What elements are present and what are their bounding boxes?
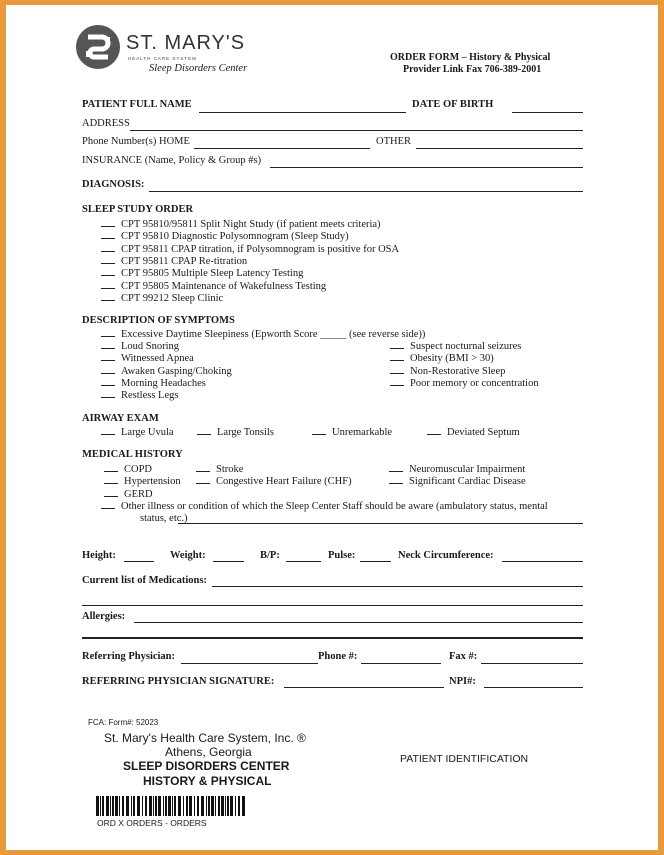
- signature-field[interactable]: [284, 687, 444, 688]
- checkbox-blank[interactable]: [101, 279, 115, 289]
- barcode-bar: [96, 796, 99, 816]
- barcode-bar: [155, 796, 157, 816]
- referring-physician-field[interactable]: [181, 663, 318, 664]
- barcode-bar: [122, 796, 124, 816]
- barcode-bar: [221, 796, 224, 816]
- checkbox-blank[interactable]: [390, 339, 404, 349]
- barcode-bar: [225, 796, 226, 816]
- checkbox-blank[interactable]: [390, 351, 404, 361]
- symptom-item[interactable]: Restless Legs: [101, 388, 178, 401]
- diagnosis-label: DIAGNOSIS:: [82, 179, 145, 190]
- st-marys-logo-icon: [74, 23, 122, 71]
- footer-city: Athens, Georgia: [165, 745, 252, 759]
- checkbox-blank[interactable]: [101, 339, 115, 349]
- other-condition-item[interactable]: Other illness or condition of which the Sleep Center Staff should be aware (ambulatory status, mental: [101, 499, 548, 512]
- barcode-bar: [174, 796, 176, 816]
- checkbox-blank[interactable]: [101, 229, 115, 239]
- sleep-study-item[interactable]: CPT 95810/95811 Split Night Study (if patient meets criteria): [101, 217, 381, 230]
- height-field[interactable]: [124, 561, 154, 562]
- barcode-bar: [112, 796, 114, 816]
- checkbox-blank[interactable]: [101, 388, 115, 398]
- neck-field[interactable]: [502, 561, 583, 562]
- provider-fax: Provider Link Fax 706-389-2001: [403, 64, 542, 75]
- barcode-bar: [208, 796, 210, 816]
- barcode-bar: [242, 796, 245, 816]
- barcode-bar: [106, 796, 109, 816]
- barcode-bar: [172, 796, 173, 816]
- sleep-study-item[interactable]: CPT 95810 Diagnostic Polysomnogram (Sleep Study): [101, 229, 349, 242]
- barcode-text: ORD X ORDERS - ORDERS: [97, 818, 207, 828]
- checkbox-blank[interactable]: [312, 425, 326, 435]
- checkbox-blank[interactable]: [101, 291, 115, 301]
- brand-name: ST. MARY'S: [126, 32, 246, 54]
- weight-field[interactable]: [213, 561, 244, 562]
- barcode-bar: [145, 796, 147, 816]
- other-condition-field[interactable]: [178, 523, 583, 524]
- airway-item[interactable]: Unremarkable: [312, 425, 392, 438]
- barcode-icon: [96, 796, 246, 816]
- symptom-item[interactable]: Morning Headaches: [101, 376, 206, 389]
- barcode-bar: [186, 796, 188, 816]
- barcode-bar: [100, 796, 101, 816]
- ref-phone-field[interactable]: [361, 663, 441, 664]
- npi-label: NPI#:: [449, 676, 476, 687]
- phone-home-label: Phone Number(s) HOME: [82, 136, 190, 147]
- medications-field-2[interactable]: [82, 605, 583, 606]
- footer-doc: HISTORY & PHYSICAL: [143, 774, 272, 788]
- insurance-label: INSURANCE (Name, Policy & Group #s): [82, 155, 262, 166]
- barcode-bar: [178, 796, 181, 816]
- airway-item[interactable]: Large Tonsils: [197, 425, 274, 438]
- phone-home-field[interactable]: [194, 148, 370, 149]
- barcode-bar: [137, 796, 140, 816]
- sleep-study-item[interactable]: CPT 95805 Maintenance of Wakefulness Testing: [101, 279, 326, 292]
- symptoms-heading: DESCRIPTION OF SYMPTOMS: [82, 315, 235, 326]
- medications-field[interactable]: [212, 586, 583, 587]
- checkbox-blank[interactable]: [104, 474, 118, 484]
- airway-heading: AIRWAY EXAM: [82, 413, 159, 424]
- barcode-bar: [168, 796, 171, 816]
- checkbox-blank[interactable]: [390, 376, 404, 386]
- medical-item[interactable]: Significant Cardiac Disease: [389, 474, 526, 487]
- referring-physician-label: Referring Physician:: [82, 651, 176, 662]
- checkbox-blank[interactable]: [101, 217, 115, 227]
- barcode-bar: [163, 796, 164, 816]
- symptom-item[interactable]: Awaken Gasping/Choking: [101, 364, 232, 377]
- barcode-bar: [194, 796, 195, 816]
- medical-item[interactable]: COPD: [104, 462, 152, 475]
- order-form-page: [6, 5, 658, 850]
- footer-org: St. Mary's Health Care System, Inc. ®: [104, 731, 306, 745]
- barcode-bar: [235, 796, 236, 816]
- height-label: Height:: [82, 550, 116, 561]
- barcode-bar: [131, 796, 132, 816]
- bp-field[interactable]: [286, 561, 321, 562]
- phone-other-label: OTHER: [376, 136, 411, 147]
- checkbox-blank[interactable]: [390, 364, 404, 374]
- ref-phone-label: Phone #:: [318, 651, 358, 662]
- barcode-bar: [126, 796, 129, 816]
- other-condition-continued: status, etc.): [140, 513, 188, 524]
- barcode-bar: [102, 796, 104, 816]
- form-number: FCA: Form#: 52023: [88, 718, 159, 727]
- checkbox-blank[interactable]: [101, 499, 115, 509]
- barcode-bar: [183, 796, 184, 816]
- checkbox-blank[interactable]: [427, 425, 441, 435]
- address-label: ADDRESS: [82, 118, 130, 129]
- checkbox-blank[interactable]: [104, 462, 118, 472]
- barcode-bar: [153, 796, 154, 816]
- symptom-item[interactable]: Obesity (BMI > 30): [390, 351, 494, 364]
- checkbox-blank[interactable]: [101, 327, 115, 337]
- brand-tagline: HEALTH CARE SYSTEM: [128, 56, 197, 61]
- allergies-label: Allergies:: [82, 611, 126, 622]
- barcode-bar: [115, 796, 118, 816]
- barcode-bar: [149, 796, 152, 816]
- medical-item[interactable]: Stroke: [196, 462, 243, 475]
- pulse-label: Pulse:: [328, 550, 356, 561]
- symptom-item[interactable]: Non-Restorative Sleep: [390, 364, 505, 377]
- checkbox-blank[interactable]: [101, 242, 115, 252]
- barcode-bar: [165, 796, 167, 816]
- sleep-study-item[interactable]: CPT 95811 CPAP Re-titration: [101, 254, 247, 267]
- symptom-item[interactable]: Excessive Daytime Sleepiness (Epworth Score _____ (see reverse side)): [101, 327, 425, 340]
- medical-heading: MEDICAL HISTORY: [82, 449, 183, 460]
- dob-label: DATE OF BIRTH: [412, 99, 494, 110]
- pulse-field[interactable]: [360, 561, 391, 562]
- medical-item[interactable]: GERD: [104, 487, 153, 500]
- symptom-item[interactable]: Witnessed Apnea: [101, 351, 194, 364]
- barcode-bar: [215, 796, 216, 816]
- dob-field[interactable]: [512, 112, 583, 113]
- checkbox-blank[interactable]: [101, 254, 115, 264]
- address-field[interactable]: [130, 130, 583, 131]
- checkbox-blank[interactable]: [389, 474, 403, 484]
- allergies-field[interactable]: [134, 622, 583, 623]
- checkbox-blank[interactable]: [197, 425, 211, 435]
- medical-item[interactable]: Neuromuscular Impairment: [389, 462, 525, 475]
- sleep-study-heading: SLEEP STUDY ORDER: [82, 204, 194, 215]
- airway-item[interactable]: Large Uvula: [101, 425, 174, 438]
- medical-item[interactable]: Congestive Heart Failure (CHF): [196, 474, 352, 487]
- symptom-item[interactable]: Loud Snoring: [101, 339, 179, 352]
- checkbox-blank[interactable]: [101, 376, 115, 386]
- medical-item[interactable]: Hypertension: [104, 474, 181, 487]
- phone-other-field[interactable]: [416, 148, 583, 149]
- bp-label: B/P:: [260, 550, 280, 561]
- barcode-bar: [230, 796, 233, 816]
- checkbox-blank[interactable]: [196, 474, 210, 484]
- checkbox-blank[interactable]: [101, 351, 115, 361]
- barcode-bar: [119, 796, 120, 816]
- checkbox-blank[interactable]: [196, 462, 210, 472]
- section-divider: [82, 637, 583, 639]
- symptom-item[interactable]: Poor memory or concentration: [390, 376, 539, 389]
- checkbox-blank[interactable]: [101, 266, 115, 276]
- ref-fax-label: Fax #:: [449, 651, 478, 662]
- symptom-item[interactable]: Suspect nocturnal seizures: [390, 339, 521, 352]
- barcode-bar: [142, 796, 143, 816]
- patient-name-field[interactable]: [199, 112, 406, 113]
- neck-label: Neck Circumference:: [398, 550, 494, 561]
- barcode-bar: [189, 796, 192, 816]
- barcode-bar: [238, 796, 240, 816]
- sleep-study-item[interactable]: CPT 95805 Multiple Sleep Latency Testing: [101, 266, 303, 279]
- checkbox-blank[interactable]: [104, 487, 118, 497]
- footer-center: SLEEP DISORDERS CENTER: [123, 759, 290, 773]
- sleep-study-item[interactable]: CPT 95811 CPAP titration, if Polysomnogram is positive for OSA: [101, 242, 399, 255]
- checkbox-blank[interactable]: [389, 462, 403, 472]
- form-title: ORDER FORM – History & Physical: [390, 52, 551, 63]
- checkbox-blank[interactable]: [101, 364, 115, 374]
- barcode-bar: [206, 796, 207, 816]
- barcode-bar: [158, 796, 161, 816]
- airway-item[interactable]: Deviated Septum: [427, 425, 520, 438]
- barcode-bar: [197, 796, 199, 816]
- patient-name-label: PATIENT FULL NAME: [82, 99, 192, 110]
- weight-label: Weight:: [170, 550, 206, 561]
- barcode-bar: [110, 796, 111, 816]
- medications-label: Current list of Medications:: [82, 575, 207, 586]
- barcode-bar: [133, 796, 135, 816]
- barcode-bar: [218, 796, 220, 816]
- barcode-bar: [211, 796, 214, 816]
- patient-id-label: PATIENT IDENTIFICATION: [400, 753, 529, 765]
- signature-label: REFERRING PHYSICIAN SIGNATURE:: [82, 676, 275, 687]
- sleep-study-item[interactable]: CPT 99212 Sleep Clinic: [101, 291, 223, 304]
- diagnosis-field[interactable]: [149, 191, 583, 192]
- insurance-field[interactable]: [270, 167, 583, 168]
- barcode-bar: [201, 796, 204, 816]
- checkbox-blank[interactable]: [101, 425, 115, 435]
- barcode-bar: [227, 796, 229, 816]
- brand-subtitle: Sleep Disorders Center: [149, 63, 248, 74]
- ref-fax-field[interactable]: [481, 663, 583, 664]
- npi-field[interactable]: [484, 687, 583, 688]
